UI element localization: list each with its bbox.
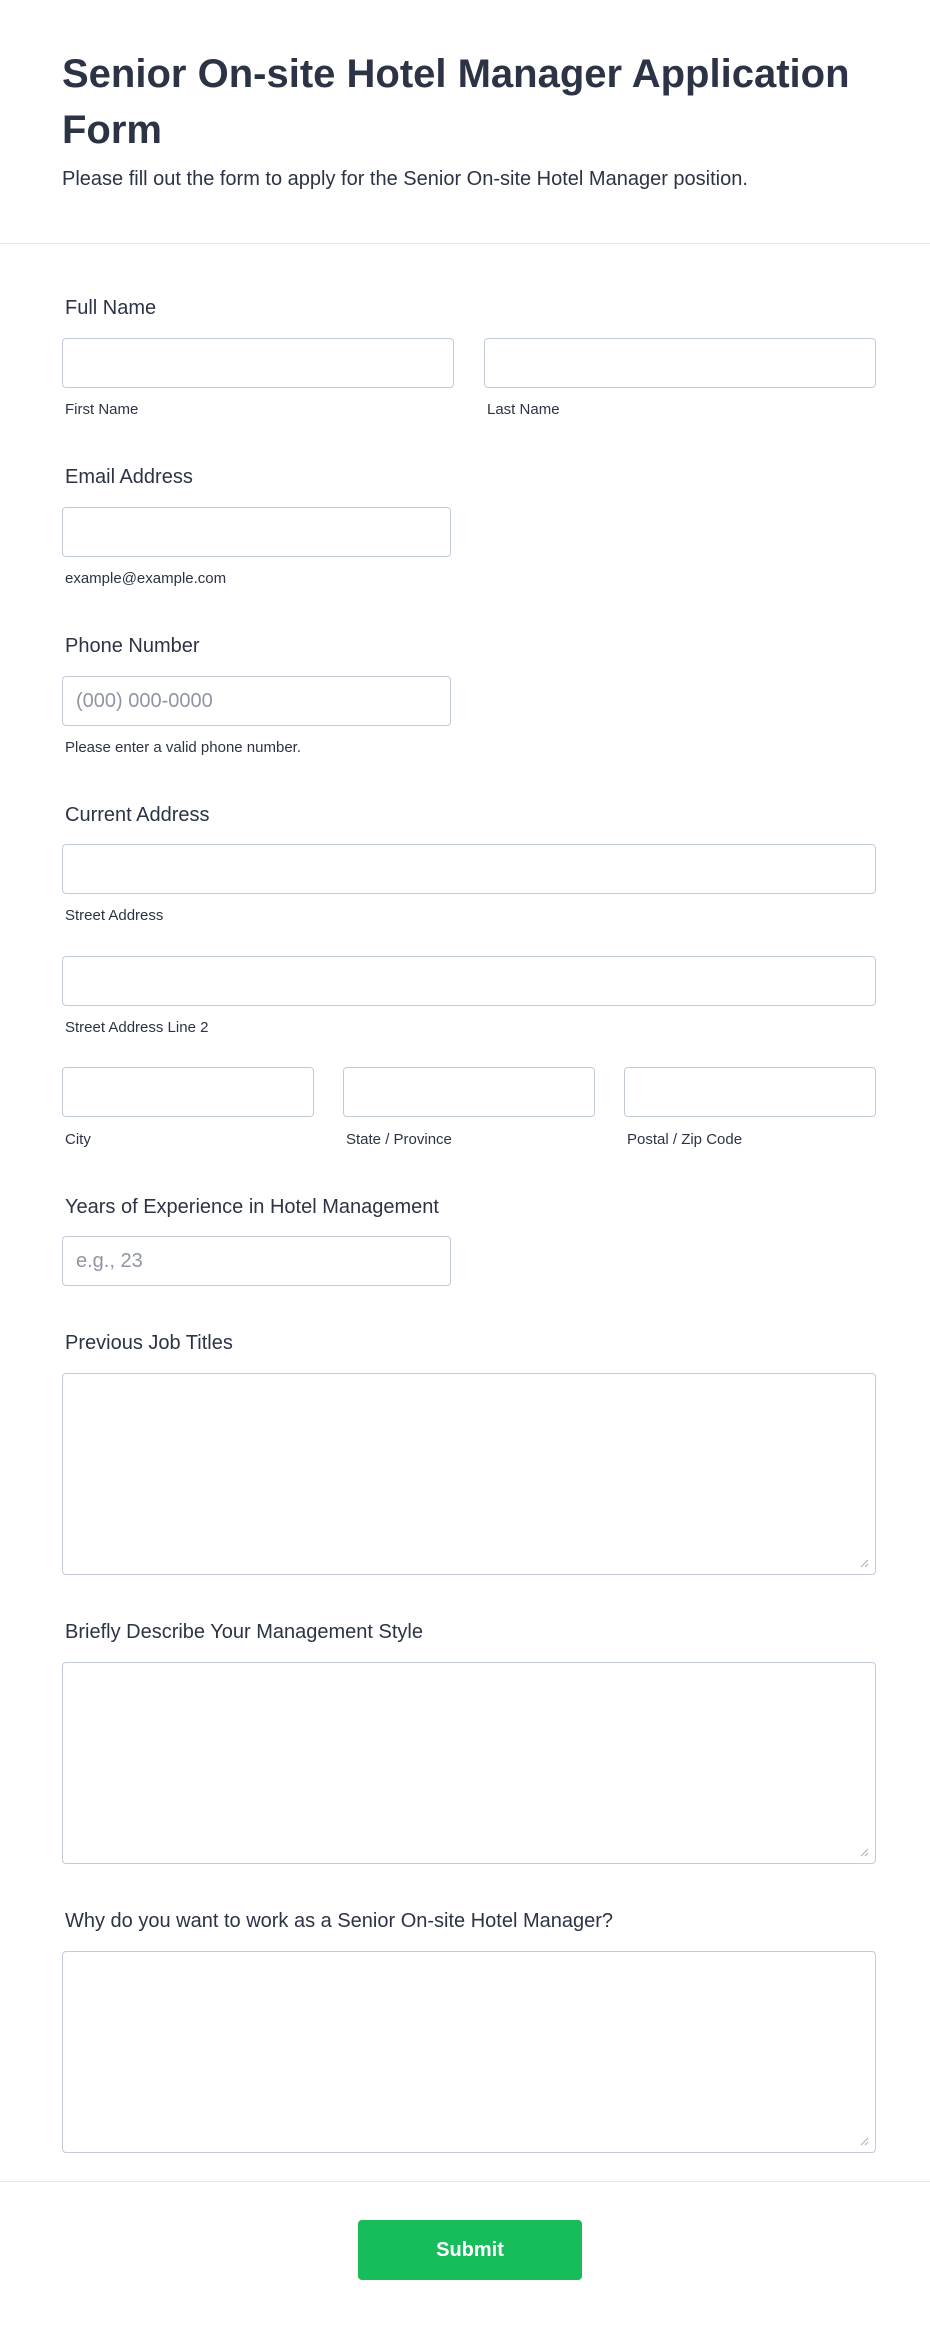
city-input[interactable] [62,1067,314,1117]
submit-button[interactable]: Submit [358,2220,582,2280]
street-address-line2-input[interactable] [62,956,876,1006]
state-province-input[interactable] [343,1067,595,1117]
street-address-sublabel: Street Address [65,907,164,924]
city-sublabel: City [65,1131,91,1148]
email-input[interactable] [62,507,451,557]
last-name-input[interactable] [484,338,876,388]
resize-grip-icon[interactable] [859,1558,869,1568]
phone-input[interactable] [62,676,451,726]
state-province-sublabel: State / Province [346,1131,452,1148]
form-title: Senior On-site Hotel Manager Application Form [62,52,850,152]
full-name-label: Full Name [65,297,157,319]
resize-grip-icon[interactable] [859,2136,869,2146]
postal-code-input[interactable] [624,1067,876,1117]
first-name-sublabel: First Name [65,401,139,418]
address-label: Current Address [65,804,210,826]
management-style-label: Briefly Describe Your Management Style [65,1621,423,1643]
experience-input[interactable] [62,1236,451,1286]
email-sublabel: example@example.com [65,570,227,587]
street-address-line2-sublabel: Street Address Line 2 [65,1019,209,1036]
street-address-input[interactable] [62,844,876,894]
first-name-input[interactable] [62,338,454,388]
phone-label: Phone Number [65,635,200,657]
previous-job-titles-label: Previous Job Titles [65,1332,233,1354]
postal-code-sublabel: Postal / Zip Code [627,1131,743,1148]
management-style-textarea[interactable] [62,1662,876,1864]
resize-grip-icon[interactable] [859,1847,869,1857]
form-header [0,0,930,244]
email-label: Email Address [65,466,193,488]
last-name-sublabel: Last Name [487,401,560,418]
form-subtitle: Please fill out the form to apply for the Senior On-site Hotel Manager position. [62,168,748,190]
motivation-textarea[interactable] [62,1951,876,2153]
experience-label: Years of Experience in Hotel Management [65,1196,439,1218]
phone-sublabel: Please enter a valid phone number. [65,739,301,756]
previous-job-titles-textarea[interactable] [62,1373,876,1575]
motivation-label: Why do you want to work as a Senior On-site Hotel Manager? [65,1910,614,1932]
